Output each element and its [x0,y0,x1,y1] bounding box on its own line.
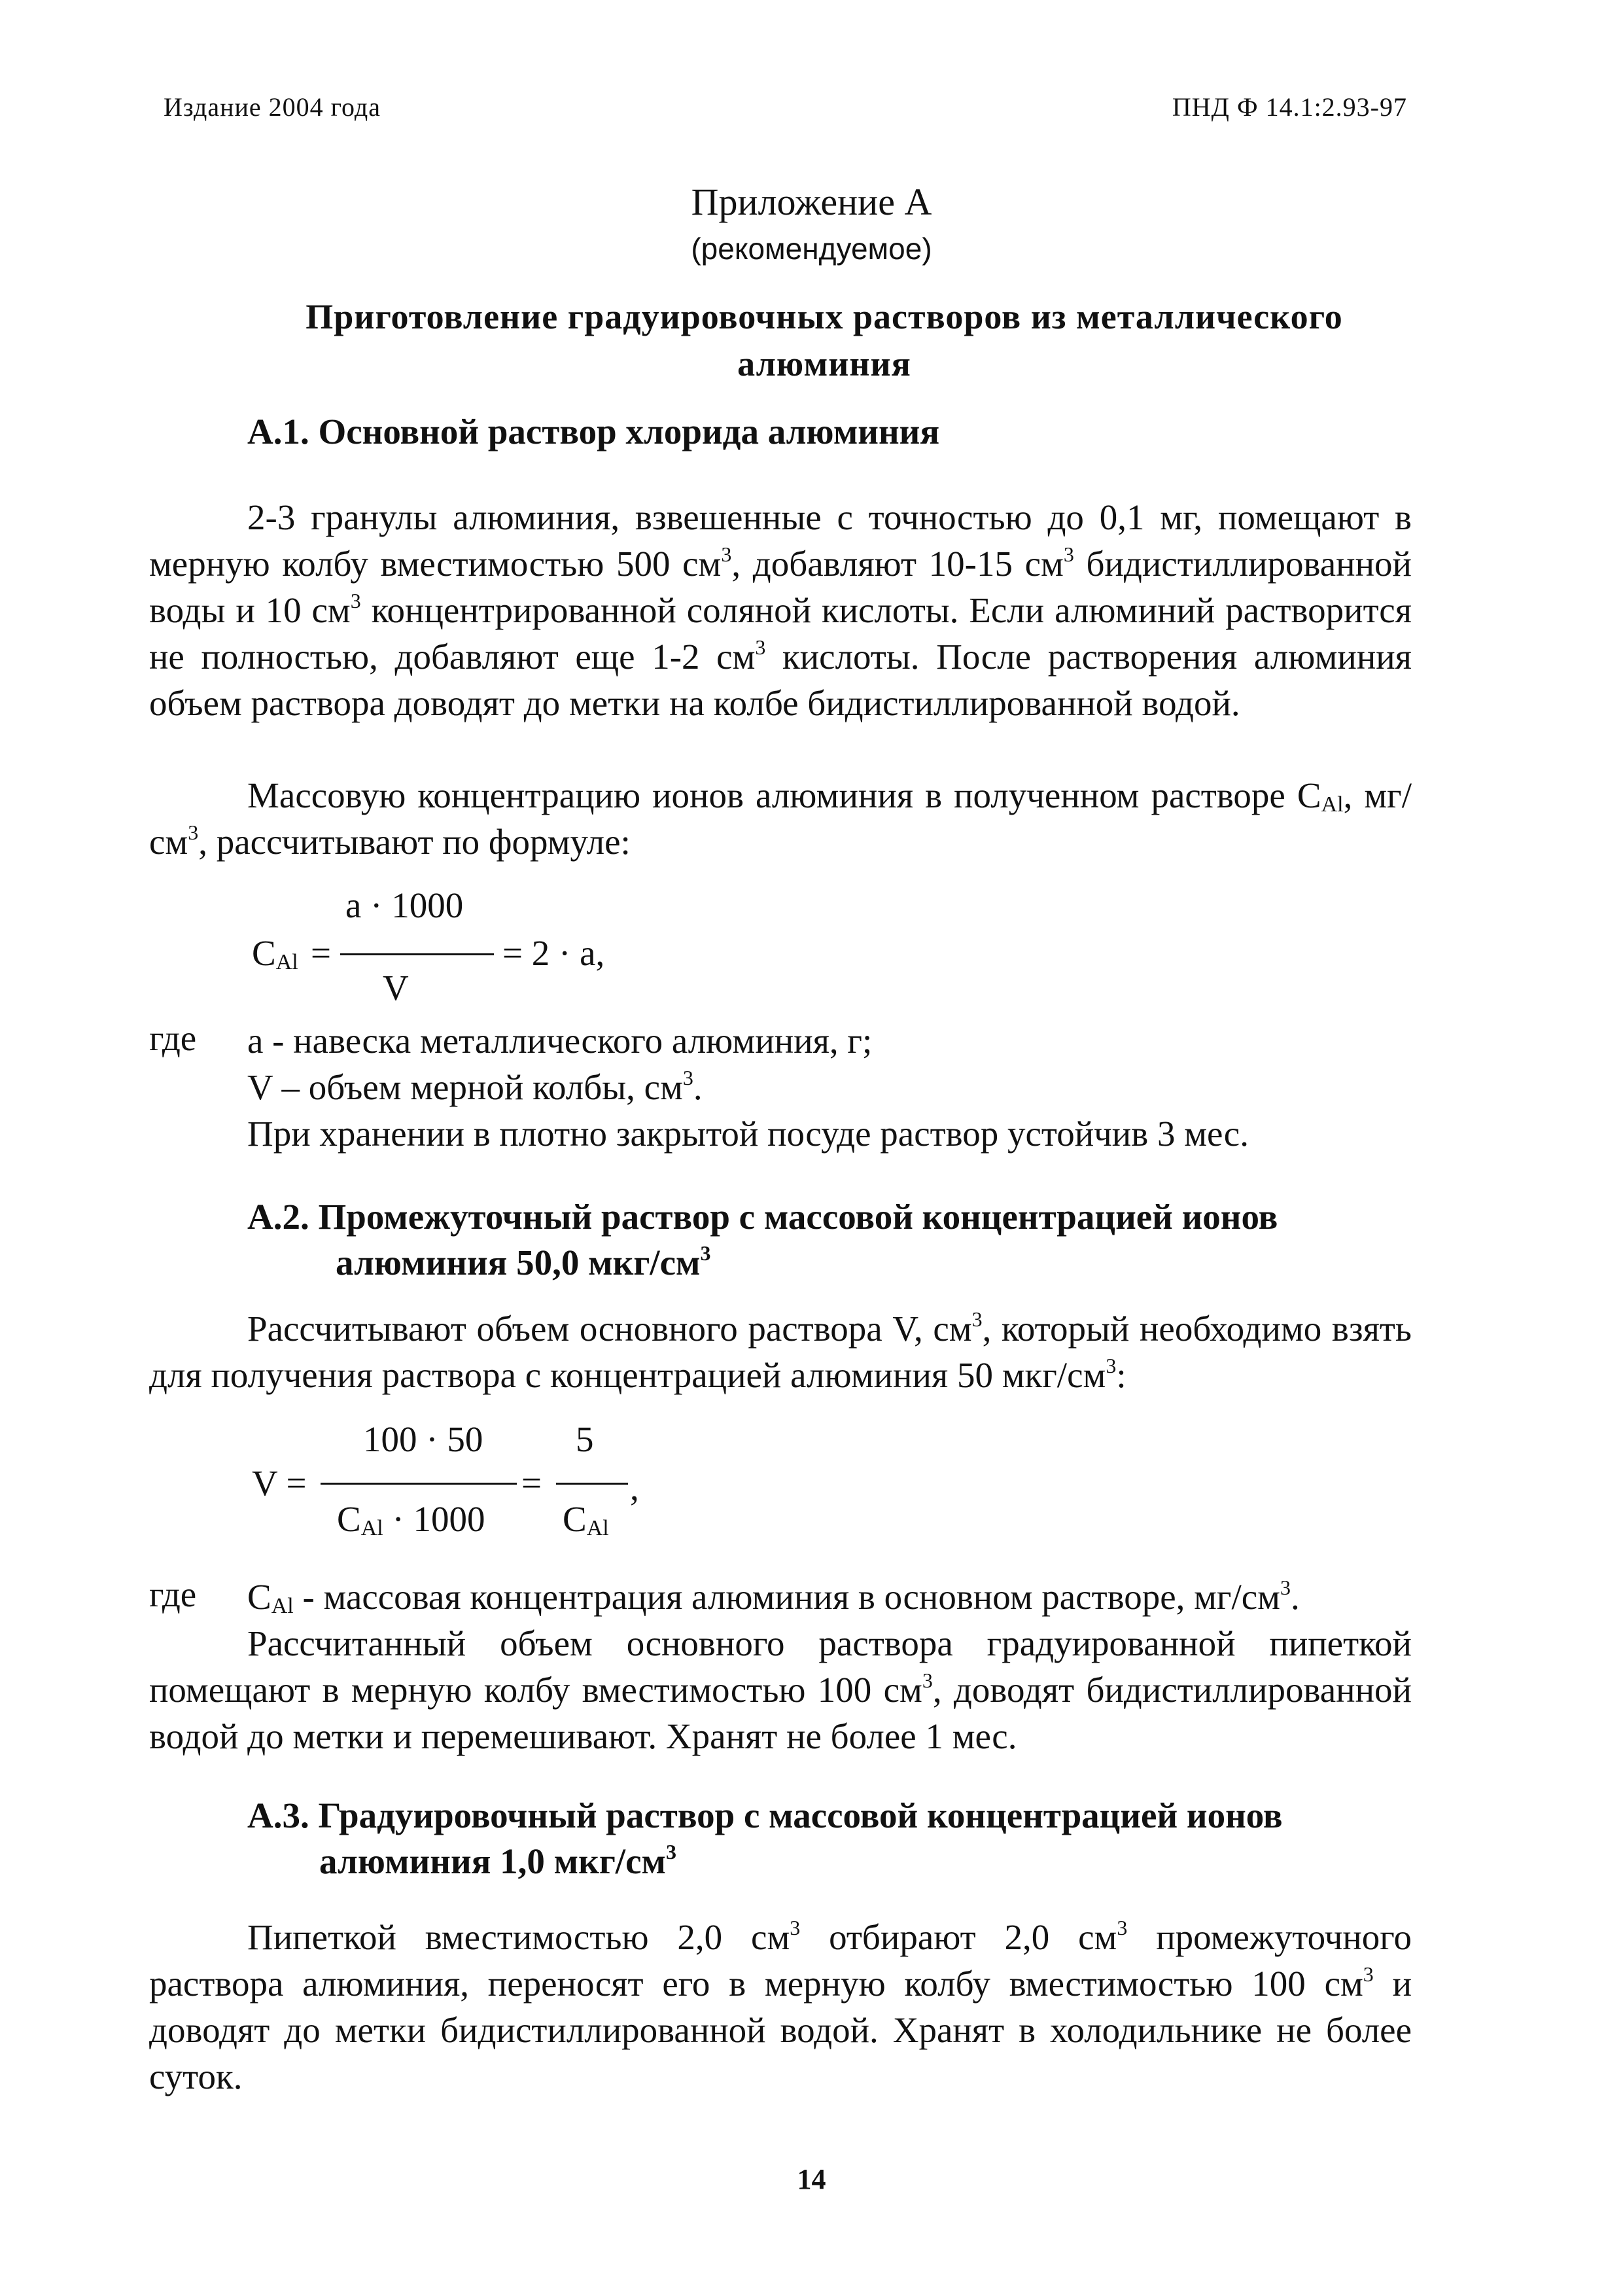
where-line-v: V – объем мерной колбы, $см^3$. [247,1066,703,1107]
section-a2-heading: А.2. Промежуточный раствор с массовой концентрацией ионов алюминия 50,0 мкг/$см^3$ [247,1197,1278,1282]
section-a3-heading: А.3. Градуировочный раствор с массовой концентрацией ионов алюминия 1,0 мкг/$см^3$ [247,1795,1283,1881]
document-page: Издание 2004 года ПНД Ф 14.1:2.93-97 Приложение А (рекомендуемое) Приготовление градуировочных растворов из металлического алюминия А.1. Основной раствор хлорида алюминия 2-3 гранулы алюминия, взвешенные с точностью до 0,1 мг, помещают в мерную колбу вместимостью 500 $см^3$, добавляют 10-15 $см^3$ бидистиллированной воды и 10 $см^3$ концентрированной соляной кислоты. Если алюминий растворится не полностью, добавляют еще 1-2 $см^3$ кислоты. После растворения алюминия объем раствора доводят до метки на колбе бидистиллированной водой. Массовую концентрацию ионов алюминия в полученном растворе $C_{Al}$, $мг/см^3$, рассчитывают по формуле: a · 1000 $C_{Al}$ = = 2 · a, V где a - навеска металлического алюминия, г; V – объем мерной колбы, $см^3$. При хранении в плотно закрытой посуде раствор устойчив 3 мес. А.2. Промежуточный раствор с массовой концентрацией ионов алюминия 50,0 мкг/$см^3$ Рассчитывают объем основного раствора V, $см^3$, который необходимо взять для получения раствора с концентрацией алюминия 50 мкг/$см^3$: 100 · 50 5 V = = , $C_{Al} \cdot 1000$ $C_{Al}$ где $C_{Al}$ - массовая концентрация алюминия в основном растворе, $мг/см^3$. Рассчитанный объем основного раствора градуированной пипеткой помещают в мерную колбу вместимостью 100 $см^3$, доводят бидистиллированной водой до метки и перемешивают. Хранят не более 1 мес. А.3. Градуировочный раствор с массовой концентрацией ионов алюминия 1,0 мкг/$см^3$ Пипеткой вместимостью 2,0 $см^3$ отбирают 2,0 $см^3$ промежуточного раствора алюминия, переносят его в мерную колбу вместимостью 100 $см^3$ и доводят до метки бидистиллированной водой. Хранят в холодильнике не более суток. 14 [0,0,1623,2296]
section-a3-paragraph-1: Пипеткой вместимостью 2,0 $см^3$ отбирают 2,0 $см^3$ промежуточного раствора алюминия, переносят его в мерную колбу вместимостью 100 $см^3$ и доводят до метки бидистиллированной водой. Хранят в холодильнике не более суток. [149,1916,1412,2096]
edition-header: Издание 2004 года [164,92,381,122]
where-label-a2: где [149,1574,197,1614]
section-a2-paragraph-1: Рассчитывают объем основного раствора V, $см^3$, который необходимо взять для получения раствора с концентрацией алюминия 50 мкг/$см^3$: [149,1307,1412,1395]
appendix-heading: Приготовление градуировочных растворов из металлического алюминия [305,297,1343,383]
section-a1-heading: А.1. Основной раствор хлорида алюминия [247,412,940,451]
document-code-header: ПНД Ф 14.1:2.93-97 [1172,92,1407,122]
appendix-subtitle: (рекомендуемое) [691,232,932,266]
storage-note-a1: При хранении в плотно закрытой посуде раствор устойчив 3 мес. [247,1114,1249,1154]
appendix-title: Приложение А [691,181,932,223]
where-label-a1: где [149,1018,197,1058]
where-line-a: a - навеска металлического алюминия, г; [247,1021,873,1061]
section-a1-paragraph-1: 2-3 гранулы алюминия, взвешенные с точностью до 0,1 мг, помещают в мерную колбу вместимостью 500 $см^3$, добавляют 10-15 $см^3$ бидистиллированной воды и 10 $см^3$ концентрированной соляной кислоты. Если алюминий растворится не полностью, добавляют еще 1-2 $см^3$ кислоты. После растворения алюминия объем раствора доводят до метки на колбе бидистиллированной водой. [149,497,1412,723]
where-line-c-al: $C_{Al}$ - массовая концентрация алюминия в основном растворе, $мг/см^3$. [247,1576,1300,1618]
section-a2-paragraph-2: Рассчитанный объем основного раствора градуированной пипеткой помещают в мерную колбу вместимостью 100 $см^3$, доводят бидистиллированной водой до метки и перемешивают. Хранят не более 1 мес. [149,1623,1412,1756]
page-number: 14 [797,2163,826,2195]
section-a1-paragraph-2: Массовую концентрацию ионов алюминия в полученном растворе $C_{Al}$, $мг/см^3$, рассчитывают по формуле: [149,775,1412,862]
